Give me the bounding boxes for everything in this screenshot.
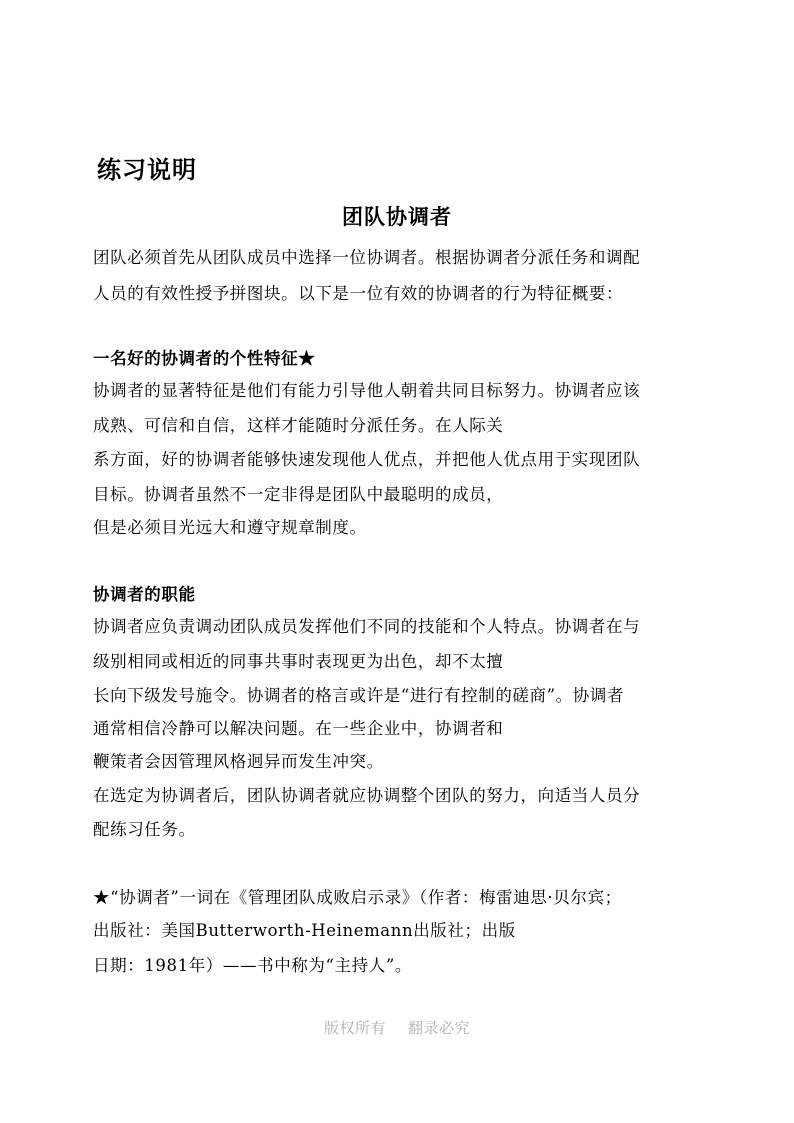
traits-line: 成熟、可信和自信，这样才能随时分派任务。在人际关 [93, 416, 504, 435]
functions-line: 通常相信冷静可以解决问题。在一些企业中，协调者和 [93, 719, 504, 738]
functions-line: 在选定为协调者后，团队协调者就应协调整个团队的努力，向适当人员分 [93, 786, 641, 805]
traits-line: 系方面，好的协调者能够快速发现他人优点，并把他人优点用于实现团队 [93, 450, 641, 469]
footnote-line: 日期：1981年）——书中称为“主持人”。 [93, 956, 412, 975]
functions-line: 级别相同或相近的同事共事时表现更为出色，却不太擅 [93, 652, 504, 671]
functions-line: 协调者应负责调动团队成员发挥他们不同的技能和个人特点。协调者在与 [93, 617, 641, 636]
traits-heading: 一名好的协调者的个性特征★ [93, 349, 316, 368]
traits-line: 但是必须目光远大和遵守规章制度。 [93, 518, 367, 537]
functions-line: 鞭策者会因管理风格迥异而发生冲突。 [93, 752, 384, 771]
functions-heading: 协调者的职能 [93, 585, 196, 604]
traits-line: 目标。协调者虽然不一定非得是团队中最聪明的成员， [93, 485, 504, 504]
intro-line: 团队必须首先从团队成员中选择一位协调者。根据协调者分派任务和调配 [93, 248, 641, 267]
footnote-line: ★“协调者”一词在《管理团队成败启示录》（作者：梅雷迪思·贝尔宾； [93, 888, 622, 907]
footnote-line: 出版社：美国Butterworth-Heinemann出版社；出版 [93, 921, 516, 940]
document-title: 团队协调者 [342, 204, 452, 229]
functions-line: 长向下级发号施令。协调者的格言或许是“进行有控制的磋商”。协调者 [93, 686, 625, 705]
section-title: 练习说明 [97, 155, 197, 184]
functions-line: 配练习任务。 [93, 820, 196, 839]
footer-copyright: 版权所有 [323, 1019, 386, 1037]
traits-line: 协调者的显著特征是他们有能力引导他人朝着共同目标努力。协调者应该 [93, 381, 641, 400]
copyright-footer [0, 1017, 794, 1038]
intro-line: 人员的有效性授予拼图块。以下是一位有效的协调者的行为特征概要： [93, 284, 624, 303]
footer-no-copy: 翻录必究 [408, 1019, 471, 1037]
